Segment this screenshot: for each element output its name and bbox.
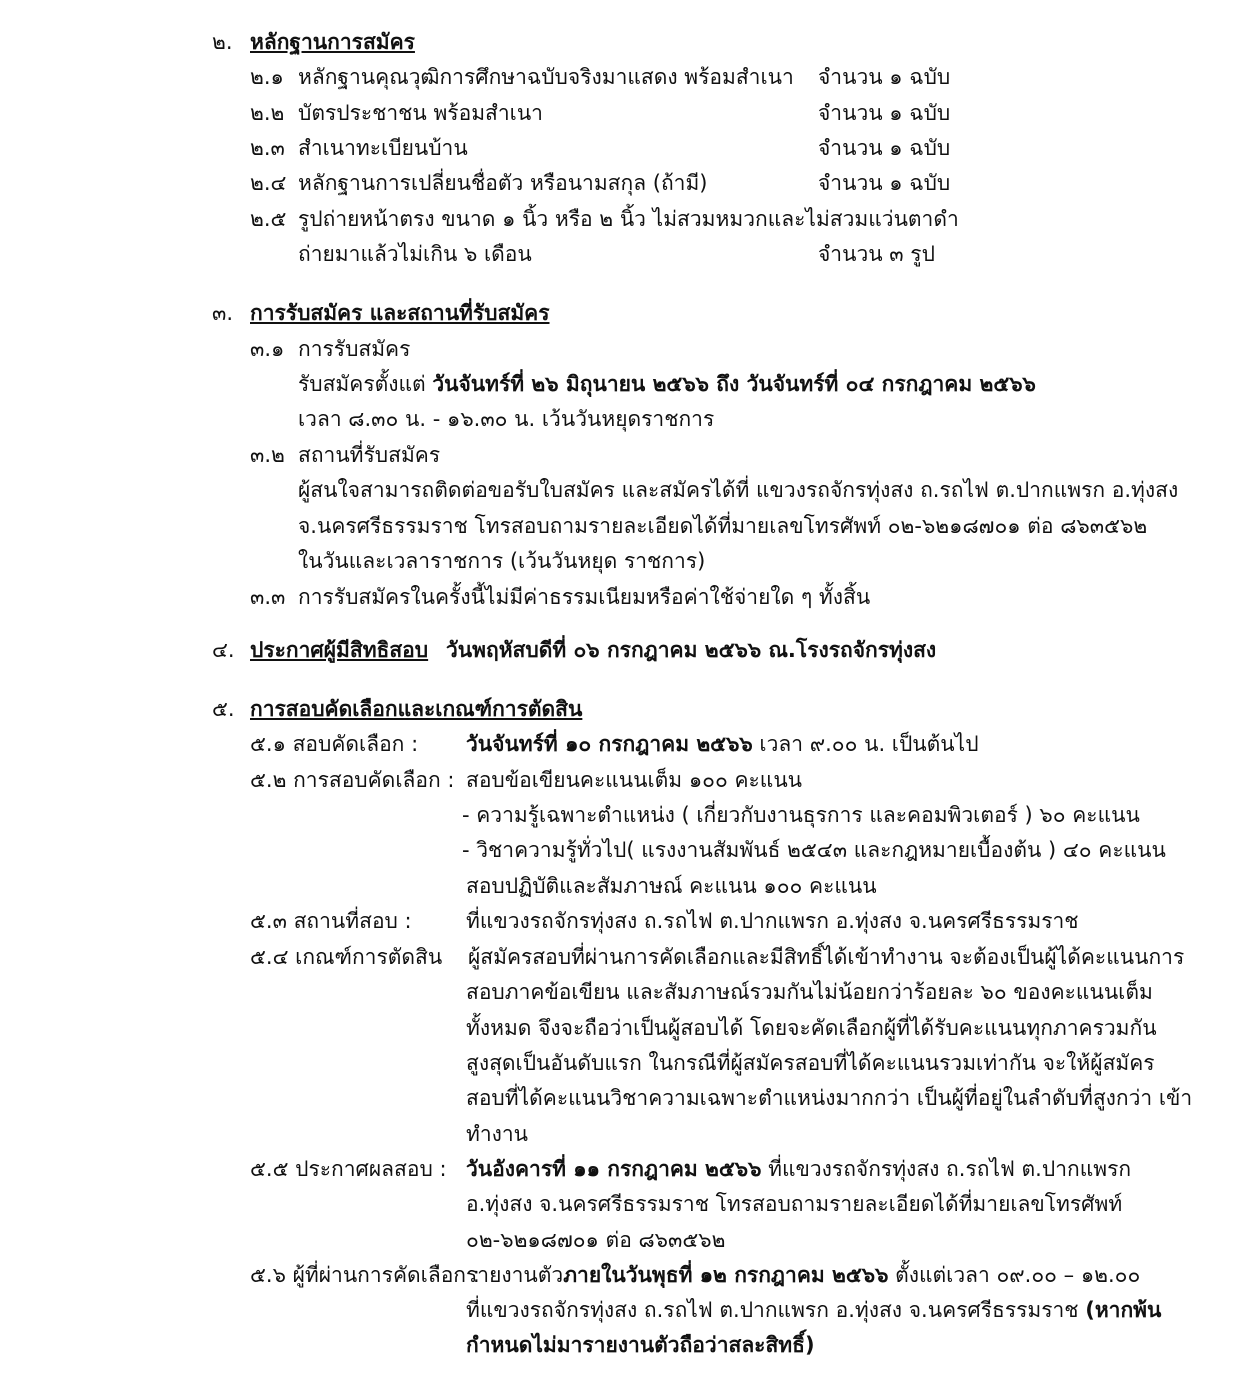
section-4-date: วันพฤหัสบดีที่ ๐๖ กรกฎาคม ๒๕๖๖ ณ.โรงรถจักรทุ่งสง <box>446 638 937 662</box>
item-2-4-text: หลักฐานการเปลี่ยนชื่อตัว หรือนามสกุล (ถ้ามี) <box>298 171 708 195</box>
item-5-6-report: รายงานตัว <box>466 1263 564 1287</box>
item-5-6-label: ๕.๖ ผู้ที่ผ่านการคัดเลือก : <box>250 1263 480 1287</box>
item-2-1-quantity: จำนวน ๑ ฉบับ <box>818 65 951 89</box>
item-5-3-text: ที่แขวงรถจักรทุ่งสง ถ.รถไฟ ต.ปากแพรก อ.ทุ่งสง จ.นครศรีธรรมราช <box>466 909 1079 933</box>
item-5-4-line-1: ผู้สมัครสอบที่ผ่านการคัดเลือกและมีสิทธิ์ได้เข้าทำงาน จะต้องเป็นผู้ได้คะแนนการ <box>468 945 1185 969</box>
section-4-heading: ประกาศผู้มีสิทธิสอบ <box>250 638 429 662</box>
item-5-6-warning-end: กำหนดไม่มารายงานตัวถือว่าสละสิทธิ์) <box>466 1333 815 1357</box>
item-2-5-number: ๒.๕ <box>250 207 287 231</box>
item-3-2-line-3: ในวันและเวลาราชการ (เว้นวันหยุด ราชการ) <box>298 549 706 573</box>
item-2-2-quantity: จำนวน ๑ ฉบับ <box>818 101 951 125</box>
item-5-3-label: ๕.๓ สถานที่สอบ : <box>250 909 412 933</box>
section-3-heading: การรับสมัคร และสถานที่รับสมัคร <box>250 301 550 325</box>
item-3-2-title: สถานที่รับสมัคร <box>298 443 441 467</box>
section-4-number: ๔. <box>212 638 235 662</box>
item-5-4-label: ๕.๔ เกณฑ์การตัดสิน <box>250 945 443 969</box>
item-2-4-number: ๒.๔ <box>250 171 287 195</box>
item-5-1-value <box>466 729 979 759</box>
section-2-heading: หลักฐานการสมัคร <box>250 30 415 54</box>
item-5-6-line-2 <box>466 1295 1161 1325</box>
item-3-1-hours: เวลา ๘.๓๐ น. - ๑๖.๓๐ น. เว้นวันหยุดราชการ <box>298 407 715 431</box>
item-5-5-line-3: ๐๒-๖๒๑๘๗๐๑ ต่อ ๘๖๓๕๖๒ <box>466 1228 726 1252</box>
item-5-6-line-1 <box>466 1260 1140 1290</box>
section-5-number: ๕. <box>212 697 235 721</box>
item-2-5-quantity: จำนวน ๓ รูป <box>818 242 935 266</box>
item-5-2-line-1: สอบข้อเขียนคะแนนเต็ม ๑๐๐ คะแนน <box>466 768 803 792</box>
item-3-3-text: การรับสมัครในครั้งนี้ไม่มีค่าธรรมเนียมหรือค่าใช้จ่ายใด ๆ ทั้งสิ้น <box>298 585 871 609</box>
item-5-4-line-2: สอบภาคข้อเขียน และสัมภาษณ์รวมกันไม่น้อยกว่าร้อยละ ๖๐ ของคะแนนเต็ม <box>466 980 1153 1004</box>
item-5-1-label: ๕.๑ สอบคัดเลือก : <box>250 732 419 756</box>
item-3-2-line-1: ผู้สนใจสามารถติดต่อขอรับใบสมัคร และสมัครได้ที่ แขวงรถจักรทุ่งสง ถ.รถไฟ ต.ปากแพรก อ.ทุ่งสง <box>298 478 1179 502</box>
item-2-1-text: หลักฐานคุณวุฒิการศึกษาฉบับจริงมาแสดง พร้อมสำเนา <box>298 65 794 89</box>
item-5-4-line-3: ทั้งหมด จึงจะถือว่าเป็นผู้สอบได้ โดยจะคัดเลือกผู้ที่ได้รับคะแนนทุกภาครวมกัน <box>466 1016 1157 1040</box>
section-3-number: ๓. <box>212 301 234 325</box>
section-5-heading: การสอบคัดเลือกและเกณฑ์การตัดสิน <box>250 697 583 721</box>
section-2-number: ๒. <box>212 30 233 54</box>
item-2-3-number: ๒.๓ <box>250 136 285 160</box>
item-2-5-text-line-2: ถ่ายมาแล้วไม่เกิน ๖ เดือน <box>298 242 532 266</box>
item-5-4-line-5: สอบที่ได้คะแนนวิชาความเฉพาะตำแหน่งมากกว่า เป็นผู้ที่อยู่ในลำดับที่สูงกว่า เข้า <box>466 1086 1193 1110</box>
item-3-1-period-prefix: รับสมัครตั้งแต่ <box>298 372 433 396</box>
item-2-4-quantity: จำนวน ๑ ฉบับ <box>818 171 951 195</box>
item-5-2-line-2: - ความรู้เฉพาะตำแหน่ง ( เกี่ยวกับงานธุรการ และคอมพิวเตอร์ ) ๖๐ คะแนน <box>462 803 1140 827</box>
item-5-5-place: ที่แขวงรถจักรทุ่งสง ถ.รถไฟ ต.ปากแพรก <box>761 1157 1132 1181</box>
item-3-2-line-2: จ.นครศรีธรรมราช โทรสอบถามรายละเอียดได้ที่มายเลขโทรศัพท์ ๐๒-๖๒๑๘๗๐๑ ต่อ ๘๖๓๕๖๒ <box>298 514 1148 538</box>
item-5-2-line-4: สอบปฏิบัติและสัมภาษณ์ คะแนน ๑๐๐ คะแนน <box>466 874 877 898</box>
item-5-5-label: ๕.๕ ประกาศผลสอบ : <box>250 1157 447 1181</box>
item-2-1-number: ๒.๑ <box>250 65 284 89</box>
item-5-5-line-2: อ.ทุ่งสง จ.นครศรีธรรมราช โทรสอบถามรายละเอียดได้ที่มายเลขโทรศัพท์ <box>466 1192 1123 1216</box>
item-2-2-text: บัตรประชาชน พร้อมสำเนา <box>298 101 543 125</box>
item-3-2-number: ๓.๒ <box>250 443 285 467</box>
item-3-1-number: ๓.๑ <box>250 337 285 361</box>
item-5-5-date: วันอังคารที่ ๑๑ กรกฎาคม ๒๕๖๖ <box>466 1157 762 1181</box>
item-5-1-time: เวลา ๙.๐๐ น. เป็นต้นไป <box>752 732 979 756</box>
item-3-1-period <box>298 369 1036 399</box>
item-5-5-line-1 <box>466 1154 1131 1184</box>
item-5-6-date: ภายในวันพุธที่ ๑๒ กรกฎาคม ๒๕๖๖ <box>563 1263 889 1287</box>
item-5-6-place: ที่แขวงรถจักรทุ่งสง ถ.รถไฟ ต.ปากแพรก อ.ทุ่งสง จ.นครศรีธรรมราช <box>466 1298 1086 1322</box>
item-5-6-time: ตั้งแต่เวลา ๐๙.๐๐ – ๑๒.๐๐ <box>888 1263 1141 1287</box>
item-3-1-period-dates: วันจันทร์ที่ ๒๖ มิถุนายน ๒๕๖๖ ถึง วันจันทร์ที่ ๐๔ กรกฎาคม ๒๕๖๖ <box>432 372 1036 396</box>
item-5-1-date: วันจันทร์ที่ ๑๐ กรกฎาคม ๒๕๖๖ <box>466 732 753 756</box>
item-3-1-title: การรับสมัคร <box>298 337 411 361</box>
item-2-3-quantity: จำนวน ๑ ฉบับ <box>818 136 951 160</box>
item-2-3-text: สำเนาทะเบียนบ้าน <box>298 136 468 160</box>
item-5-2-line-3: - วิชาความรู้ทั่วไป( แรงงานสัมพันธ์ ๒๕๔๓ และกฎหมายเบื้องต้น ) ๔๐ คะแนน <box>462 838 1166 862</box>
item-2-2-number: ๒.๒ <box>250 101 285 125</box>
item-2-5-text: รูปถ่ายหน้าตรง ขนาด ๑ นิ้ว หรือ ๒ นิ้ว ไม่สวมหมวกและไม่สวมแว่นตาดำ <box>298 207 959 231</box>
item-3-3-number: ๓.๓ <box>250 585 286 609</box>
item-5-2-label: ๕.๒ การสอบคัดเลือก : <box>250 768 455 792</box>
item-5-4-line-4: สูงสุดเป็นอันดับแรก ในกรณีที่ผู้สมัครสอบที่ได้คะแนนรวมเท่ากัน จะให้ผู้สมัคร <box>466 1051 1155 1075</box>
item-5-6-warning-start: (หากพ้น <box>1085 1298 1162 1322</box>
item-5-4-line-6: ทำงาน <box>466 1122 529 1146</box>
